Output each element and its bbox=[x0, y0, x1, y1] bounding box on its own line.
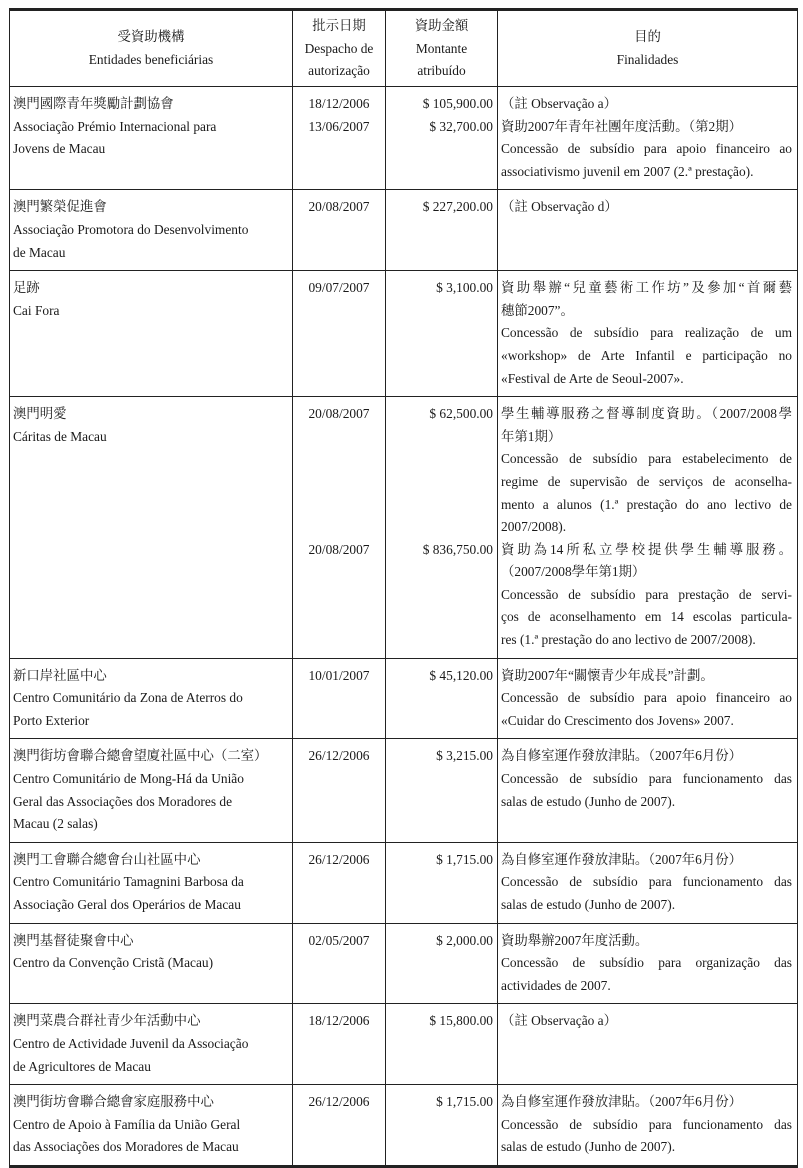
purpose-line: 2007/2008). bbox=[501, 519, 567, 535]
entity-cell bbox=[10, 842, 293, 923]
entity-name-line: Porto Exterior bbox=[13, 712, 90, 728]
entity-name-line: 澳門菜農合群社青少年活動中心 bbox=[13, 1013, 201, 1029]
purpose-cell bbox=[498, 271, 798, 397]
entity-cell bbox=[10, 271, 293, 397]
date-cell bbox=[293, 658, 386, 739]
purpose-line: Concessão de subsídio para realização de um bbox=[501, 325, 792, 341]
purpose-line: Concessão de subsídio para funcionamento das bbox=[501, 1116, 792, 1132]
header-purpose bbox=[498, 10, 798, 87]
purpose-line: 年第1期） bbox=[501, 428, 562, 444]
date-cell bbox=[293, 739, 386, 842]
amount-value: $ 3,215.00 bbox=[436, 748, 493, 764]
purpose-line: 為自修室運作發放津貼。（2007年6月份） bbox=[501, 748, 743, 764]
date-cell bbox=[293, 1004, 386, 1085]
purpose-line: （註 Observação d） bbox=[501, 199, 618, 215]
purpose-cell bbox=[498, 658, 798, 739]
purpose-cell bbox=[498, 842, 798, 923]
authorization-date: 09/07/2007 bbox=[308, 280, 370, 296]
purpose-line: salas de estudo (Junho de 2007). bbox=[501, 897, 676, 912]
entity-name-line: 新口岸社區中心 bbox=[13, 667, 107, 683]
authorization-date: 26/12/2006 bbox=[308, 748, 370, 764]
amount-cell bbox=[386, 397, 498, 539]
amount-value: $ 1,715.00 bbox=[436, 851, 493, 867]
table-row bbox=[10, 842, 798, 923]
authorization-date: 18/12/2006 bbox=[308, 1013, 370, 1029]
purpose-cell bbox=[498, 1004, 798, 1085]
date-cell bbox=[293, 190, 386, 271]
purpose-line: （2007/2008學年第1期） bbox=[501, 564, 646, 580]
header-date-pt: autorização bbox=[308, 63, 370, 79]
date-cell bbox=[293, 539, 386, 658]
authorization-date: 20/08/2007 bbox=[308, 406, 370, 422]
entity-cell bbox=[10, 1085, 293, 1167]
entity-cell bbox=[10, 397, 293, 659]
amount-value: $ 227,200.00 bbox=[422, 199, 493, 215]
header-amount-pt: atribuído bbox=[417, 63, 466, 79]
amount-cell bbox=[386, 190, 498, 271]
purpose-line: Concessão de subsídio para apoio financeiro ao bbox=[501, 141, 792, 157]
purpose-cell bbox=[498, 739, 798, 842]
authorization-date: 10/01/2007 bbox=[308, 667, 370, 683]
purpose-line: 資助2007年青年社團年度活動。（第2期） bbox=[501, 118, 743, 134]
entity-name-line: Macau (2 salas) bbox=[13, 816, 98, 832]
header-amount-pt: Montante bbox=[415, 40, 468, 56]
purpose-line: salas de estudo (Junho de 2007). bbox=[501, 793, 676, 809]
purpose-line: 穗節2007”。 bbox=[501, 302, 574, 318]
purpose-line: Concessão de subsídio para apoio financeiro ao bbox=[501, 690, 792, 706]
amount-value: $ 45,120.00 bbox=[429, 667, 493, 683]
header-date-zh: 批示日期 bbox=[312, 18, 366, 34]
entity-name-line: Centro da Convenção Cristã (Macau) bbox=[13, 955, 214, 971]
purpose-line: ços de aconselhamento em 14 escolas particula- bbox=[501, 609, 792, 625]
authorization-date: 26/12/2006 bbox=[308, 1094, 370, 1110]
table-row bbox=[10, 658, 798, 739]
date-cell bbox=[293, 1085, 386, 1167]
entity-name-line: das Associações dos Moradores de Macau bbox=[13, 1139, 239, 1155]
header-purpose-zh: 目的 bbox=[634, 29, 661, 45]
header-entity bbox=[10, 10, 293, 87]
date-cell bbox=[293, 923, 386, 1004]
purpose-line: 為自修室運作發放津貼。（2007年6月份） bbox=[501, 1094, 743, 1110]
entity-name-line: 澳門明愛 bbox=[13, 406, 67, 422]
amount-cell bbox=[386, 87, 498, 116]
amount-value: $ 2,000.00 bbox=[436, 932, 493, 948]
purpose-line: 資助舉辦2007年度活動。 bbox=[501, 932, 649, 948]
amount-cell bbox=[386, 842, 498, 923]
purpose-line: 資助2007年“關懷青少年成長”計劃。 bbox=[501, 667, 714, 683]
purpose-line: mento a alunos (1.ª prestação do ano lectivo de bbox=[501, 496, 792, 512]
header-date-pt: Despacho de bbox=[304, 40, 374, 56]
purpose-line: Concessão de subsídio para funcionamento das bbox=[501, 874, 792, 890]
amount-cell bbox=[386, 1085, 498, 1167]
entity-name-line: Geral das Associações dos Moradores de bbox=[13, 793, 233, 809]
entity-cell bbox=[10, 923, 293, 1004]
header-entity-pt: Entidades beneficiárias bbox=[88, 52, 214, 67]
authorization-date: 20/08/2007 bbox=[308, 199, 370, 215]
purpose-line: «Festival de Arte de Seoul-2007». bbox=[501, 370, 684, 386]
entity-name-line: 澳門基督徒聚會中心 bbox=[13, 932, 134, 948]
amount-cell bbox=[386, 1004, 498, 1085]
entity-name-line: 澳門繁榮促進會 bbox=[13, 199, 107, 215]
purpose-line: 學生輔導服務之督導制度資助。（2007/2008學 bbox=[501, 406, 792, 422]
header-amount bbox=[386, 10, 498, 87]
purpose-line: 為自修室運作發放津貼。（2007年6月份） bbox=[501, 851, 743, 867]
entity-cell bbox=[10, 190, 293, 271]
purpose-line: Concessão de subsídio para prestação de servi- bbox=[501, 586, 792, 602]
purpose-line: regime de supervisão de serviços de aconselha- bbox=[501, 473, 792, 489]
entity-name-line: 澳門國際青年獎勵計劃協會 bbox=[13, 96, 174, 111]
authorization-date: 02/05/2007 bbox=[308, 932, 370, 948]
purpose-line: salas de estudo (Junho de 2007). bbox=[501, 1139, 676, 1155]
table-row bbox=[10, 739, 798, 842]
authorization-date: 18/12/2006 bbox=[308, 96, 370, 111]
entity-name-line: 澳門街坊會聯合總會家庭服務中心 bbox=[13, 1094, 214, 1110]
amount-value: $ 32,700.00 bbox=[429, 118, 493, 134]
purpose-line: «Cuidar do Crescimento dos Jovens» 2007. bbox=[501, 712, 734, 728]
header-row bbox=[10, 10, 798, 87]
date-cell bbox=[293, 397, 386, 539]
purpose-cell bbox=[498, 1085, 798, 1167]
amount-cell bbox=[386, 739, 498, 842]
table-body bbox=[10, 87, 798, 1167]
purpose-line: （註 Observação a） bbox=[501, 96, 618, 111]
authorization-date: 20/08/2007 bbox=[308, 541, 370, 557]
purpose-cell bbox=[498, 923, 798, 1004]
entity-name-line: Associação Prémio Internacional para bbox=[13, 118, 217, 134]
amount-value: $ 15,800.00 bbox=[429, 1013, 493, 1029]
purpose-line: 資助舉辦“兒童藝術工作坊”及參加“首爾藝 bbox=[501, 280, 792, 296]
header-amount-zh: 資助金額 bbox=[414, 18, 469, 34]
entity-name-line: Cáritas de Macau bbox=[13, 428, 107, 444]
entity-name-line: Cai Fora bbox=[13, 302, 60, 318]
amount-cell bbox=[386, 658, 498, 739]
purpose-cell bbox=[498, 87, 798, 116]
purpose-line: Concessão de subsídio para funcionamento das bbox=[501, 771, 792, 787]
entity-name-line: Centro de Apoio à Família da União Geral bbox=[13, 1116, 241, 1132]
entity-cell bbox=[10, 739, 293, 842]
amount-cell bbox=[386, 116, 498, 190]
purpose-line: res (1.ª prestação do ano lectivo de 2007/2008). bbox=[501, 632, 756, 648]
header-purpose-pt: Finalidades bbox=[616, 52, 679, 67]
entity-name-line: 澳門街坊會聯合總會望廈社區中心（二室） bbox=[13, 748, 268, 764]
header-date bbox=[293, 10, 386, 87]
purpose-cell bbox=[498, 539, 798, 658]
entity-name-line: Centro Comunitário de Mong-Há da União bbox=[13, 771, 244, 787]
amount-value: $ 3,100.00 bbox=[436, 280, 493, 296]
purpose-line: （註 Observação a） bbox=[501, 1013, 618, 1029]
purpose-cell bbox=[498, 190, 798, 271]
purpose-line: actividades de 2007. bbox=[501, 977, 611, 993]
header-entity-zh: 受資助機構 bbox=[117, 29, 185, 45]
date-cell bbox=[293, 271, 386, 397]
purpose-line: Concessão de subsídio para organização das bbox=[501, 955, 792, 971]
date-cell bbox=[293, 87, 386, 116]
purpose-cell bbox=[498, 397, 798, 539]
table-row bbox=[10, 1004, 798, 1085]
amount-value: $ 836,750.00 bbox=[422, 541, 493, 557]
entity-name-line: Centro de Actividade Juvenil da Associação bbox=[13, 1035, 249, 1051]
amount-cell bbox=[386, 271, 498, 397]
entity-name-line: de Agricultores de Macau bbox=[13, 1058, 151, 1074]
date-cell bbox=[293, 116, 386, 190]
purpose-line: 資助為14所私立學校提供學生輔導服務。 bbox=[501, 541, 792, 557]
entity-name-line: de Macau bbox=[13, 244, 66, 260]
table-row bbox=[10, 397, 798, 539]
table-row bbox=[10, 190, 798, 271]
purpose-line: associativismo juvenil em 2007 (2.ª prestação). bbox=[501, 163, 754, 179]
entity-name-line: 足跡 bbox=[13, 280, 40, 296]
amount-cell bbox=[386, 923, 498, 1004]
table-row bbox=[10, 271, 798, 397]
entity-name-line: Centro Comunitário da Zona de Aterros do bbox=[13, 690, 243, 706]
purpose-cell bbox=[498, 116, 798, 190]
entity-cell bbox=[10, 87, 293, 190]
authorization-date: 13/06/2007 bbox=[308, 118, 370, 134]
table-row bbox=[10, 87, 798, 116]
table-row bbox=[10, 923, 798, 1004]
purpose-line: «workshop» de Arte Infantil e participação no bbox=[501, 347, 792, 363]
entity-name-line: 澳門工會聯合總會台山社區中心 bbox=[13, 851, 201, 867]
purpose-line: Concessão de subsídio para estabelecimento de bbox=[501, 451, 792, 467]
entity-name-line: Associação Geral dos Operários de Macau bbox=[13, 897, 241, 912]
entity-name-line: Centro Comunitário Tamagnini Barbosa da bbox=[13, 874, 244, 890]
subsidy-table bbox=[9, 8, 798, 1168]
amount-value: $ 62,500.00 bbox=[429, 406, 493, 422]
amount-value: $ 105,900.00 bbox=[422, 96, 493, 111]
date-cell bbox=[293, 842, 386, 923]
amount-value: $ 1,715.00 bbox=[436, 1094, 493, 1110]
authorization-date: 26/12/2006 bbox=[308, 851, 370, 867]
table-row bbox=[10, 1085, 798, 1167]
entity-cell bbox=[10, 1004, 293, 1085]
entity-cell bbox=[10, 658, 293, 739]
entity-name-line: Associação Promotora do Desenvolvimento bbox=[13, 221, 249, 237]
amount-cell bbox=[386, 539, 498, 658]
entity-name-line: Jovens de Macau bbox=[13, 141, 106, 157]
